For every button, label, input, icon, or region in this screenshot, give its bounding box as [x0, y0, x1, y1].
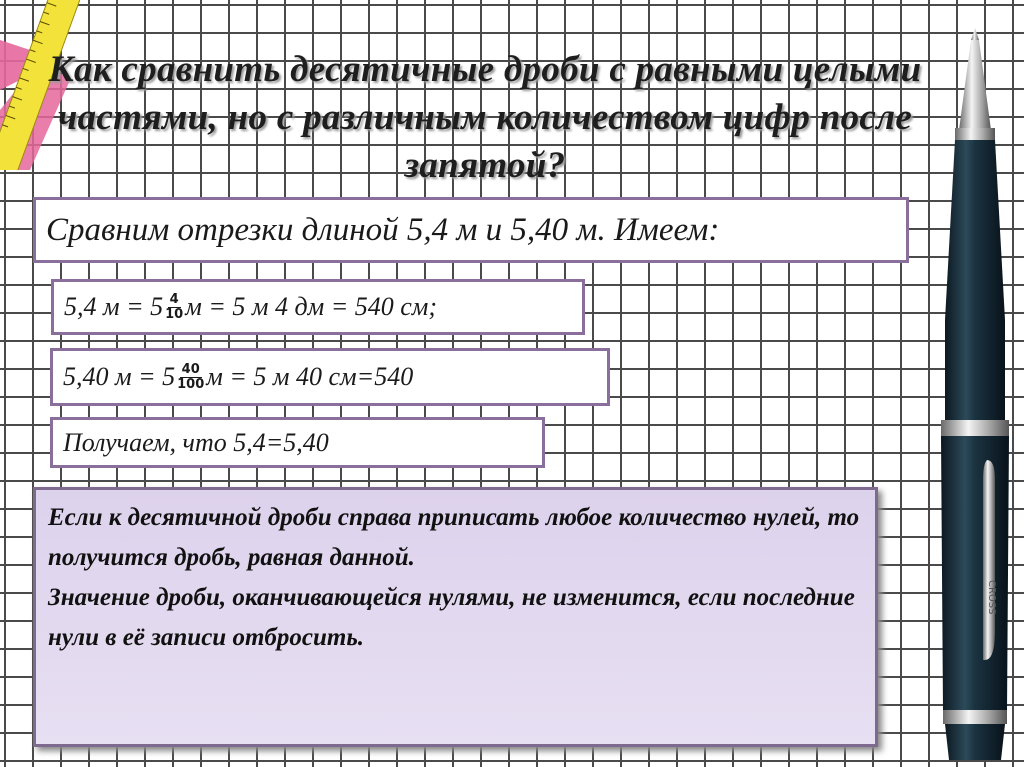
eq2-fraction: [177, 363, 204, 392]
compare-box: [33, 197, 909, 263]
eq2-suffix: м = 5 м 40 см=540: [206, 362, 414, 391]
pen-icon: [925, 20, 1024, 760]
eq1-fraction: [165, 293, 183, 322]
equation-2-box: [50, 348, 610, 406]
result-text: Получаем, что 5,4=5,40: [63, 427, 329, 457]
rule-line-2: Значение дроби, оканчивающейся нулями, не изменится, если последние нули в её записи отбросить.: [48, 584, 855, 651]
rule-box: [33, 487, 878, 747]
eq1-denominator: 10: [165, 306, 184, 322]
eq1-suffix: м = 5 м 4 дм = 540 см;: [185, 292, 438, 321]
eq2-numerator: 40: [181, 361, 200, 377]
eq2-denominator: 100: [177, 376, 205, 392]
pen-brand: CROSS: [986, 580, 997, 615]
equation-1-box: [51, 279, 585, 335]
page-title: Как сравнить десятичные дроби с равными целыми частями, но с различным количеством цифр после запятой?: [48, 49, 922, 186]
rule-line-1: Если к десятичной дроби справа приписать любое количество нулей, то получится дробь, равная данной.: [48, 504, 860, 571]
eq1-numerator: 4: [169, 291, 179, 307]
eq2-prefix: 5,40 м = 5: [63, 362, 176, 391]
compare-text: Сравним отрезки длиной 5,4 м и 5,40 м. Имеем:: [46, 211, 720, 248]
eq1-prefix: 5,4 м = 5: [64, 292, 164, 321]
result-box: [50, 417, 545, 468]
